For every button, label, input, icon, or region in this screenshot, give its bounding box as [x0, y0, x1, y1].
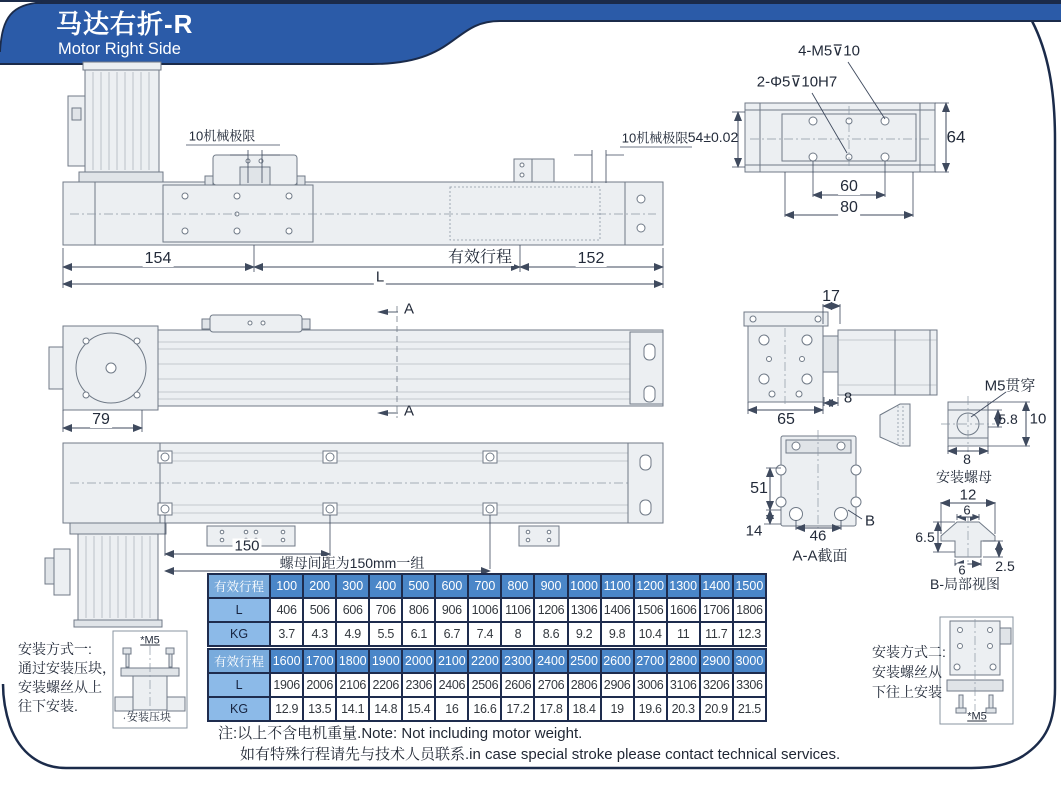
spec-value-cell: 1006 — [468, 598, 501, 622]
note-special-stroke: 如有特殊行程请先与技术人员联系.in case special stroke please contact technical services. — [240, 746, 841, 763]
spec-value-cell: 6.7 — [435, 622, 468, 646]
spec-value-cell: 4.3 — [303, 622, 336, 646]
page-subtitle: Motor Right Side — [58, 40, 181, 58]
spec-value-cell: 10.4 — [634, 622, 667, 646]
note-motor-weight: 注:以上不含电机重量.Note: Not including motor weight. — [218, 725, 583, 742]
spec-value-cell: 17.2 — [501, 697, 534, 721]
dim-6-bottom: 6 — [958, 562, 966, 578]
mount1-block-label: 安装压块 — [127, 711, 171, 724]
spec-value-cell: 1306 — [568, 598, 601, 622]
callout-4-m5: 4-M5⊽10 — [798, 42, 860, 60]
nut-spacing-note: 螺母间距为150mm一组 — [279, 555, 425, 571]
spec-value-cell: 1606 — [667, 598, 700, 622]
stroke-header-cell: 2100 — [435, 649, 468, 673]
spec-value-cell: 11.7 — [700, 622, 733, 646]
spec-value-cell: 606 — [336, 598, 369, 622]
stroke-header-cell: 600 — [435, 574, 468, 598]
stroke-header-cell: 300 — [336, 574, 369, 598]
dim-6-5: 6.5 — [915, 529, 935, 545]
dim-46: 46 — [809, 527, 827, 545]
stroke-header-cell: 有效行程 — [208, 649, 270, 673]
spec-value-cell: 8 — [501, 622, 534, 646]
dim-effective-stroke: 有效行程 — [447, 249, 513, 266]
spec-value-cell: 1906 — [270, 673, 303, 697]
dim-65: 65 — [777, 411, 795, 428]
dim-54: 54±0.02 — [687, 129, 739, 145]
stroke-header-cell: 1300 — [667, 574, 700, 598]
dim-17: 17 — [822, 288, 840, 305]
spec-value-cell: 7.4 — [468, 622, 501, 646]
spec-value-cell: 11 — [667, 622, 700, 646]
spec-value-cell: 2406 — [435, 673, 468, 697]
spec-value-cell: 6.1 — [402, 622, 435, 646]
dim-154: 154 — [144, 250, 172, 267]
dim-8-nut: 8 — [963, 451, 971, 467]
spec-value-cell: 4.9 — [336, 622, 369, 646]
spec-value-cell: 506 — [303, 598, 336, 622]
spec-value-cell: 9.2 — [568, 622, 601, 646]
mount1-line-3: 安装螺丝从上 — [18, 679, 102, 695]
dim-150: 150 — [234, 537, 260, 555]
dim-L: L — [375, 268, 385, 286]
mounting-nut-caption: 安装螺母 — [936, 469, 992, 485]
spec-value-cell: L — [208, 673, 270, 697]
b-detail-caption: B-局部视图 — [930, 576, 1000, 592]
stroke-header-cell: 2000 — [402, 649, 435, 673]
spec-value-cell: 8.6 — [534, 622, 567, 646]
mount1-line-2: 通过安装压块， — [18, 660, 116, 676]
spec-value-cell: 906 — [435, 598, 468, 622]
spec-value-cell: 19.6 — [634, 697, 667, 721]
stroke-header-cell: 3000 — [733, 649, 766, 673]
spec-value-cell: 12.9 — [270, 697, 303, 721]
stroke-header-cell: 800 — [501, 574, 534, 598]
dim-79: 79 — [92, 411, 110, 428]
stroke-header-cell: 900 — [534, 574, 567, 598]
mech-limit-right-label: 10机械极限 — [621, 130, 689, 146]
mount1-line-4: 往下安装. — [18, 698, 78, 714]
stroke-header-cell: 2700 — [634, 649, 667, 673]
spec-value-cell: 14.8 — [369, 697, 402, 721]
spec-value-cell: 12.3 — [733, 622, 766, 646]
spec-value-cell: 2006 — [303, 673, 336, 697]
spec-value-cell: 3006 — [634, 673, 667, 697]
stroke-spec-table-2 — [207, 648, 767, 722]
mount2-line-2: 安装螺丝从 — [872, 664, 942, 680]
spec-value-cell: 2506 — [468, 673, 501, 697]
spec-value-cell: 19 — [601, 697, 634, 721]
stroke-header-cell: 500 — [402, 574, 435, 598]
stroke-header-cell: 1000 — [568, 574, 601, 598]
dim-10: 10 — [1029, 410, 1047, 428]
spec-value-cell: 13.5 — [303, 697, 336, 721]
mount-method-2-diagram — [940, 617, 1013, 724]
spec-value-cell: 3.7 — [270, 622, 303, 646]
spec-value-cell: 20.9 — [700, 697, 733, 721]
stroke-header-cell: 2200 — [468, 649, 501, 673]
spec-value-cell: 5.5 — [369, 622, 402, 646]
stroke-header-cell: 700 — [468, 574, 501, 598]
stroke-header-cell: 2900 — [700, 649, 733, 673]
spec-value-cell: 3306 — [733, 673, 766, 697]
stroke-header-cell: 1400 — [700, 574, 733, 598]
spec-value-cell: KG — [208, 697, 270, 721]
dim-2-5: 2.5 — [995, 558, 1015, 574]
spec-value-cell: L — [208, 598, 270, 622]
spec-value-cell: 9.8 — [601, 622, 634, 646]
spec-value-cell: 16 — [435, 697, 468, 721]
stroke-header-cell: 2300 — [501, 649, 534, 673]
stroke-header-cell: 1800 — [336, 649, 369, 673]
spec-value-cell: 2706 — [534, 673, 567, 697]
dim-5-8: 5.8 — [998, 411, 1018, 427]
aa-section-drawing — [764, 430, 862, 532]
spec-value-cell: 15.4 — [402, 697, 435, 721]
stroke-header-cell: 1200 — [634, 574, 667, 598]
dim-80: 80 — [840, 199, 858, 216]
spec-value-cell: 1806 — [733, 598, 766, 622]
spec-value-cell: 806 — [402, 598, 435, 622]
mount2-line-1: 安装方式二: — [872, 644, 946, 660]
dim-51: 51 — [750, 480, 768, 497]
dim-152: 152 — [577, 250, 605, 267]
spec-value-cell: 3206 — [700, 673, 733, 697]
spec-value-cell: 1706 — [700, 598, 733, 622]
stroke-header-cell: 有效行程 — [208, 574, 270, 598]
mount2-m5-label: *M5 — [967, 710, 987, 723]
stroke-header-cell: 2800 — [667, 649, 700, 673]
stroke-header-cell: 1700 — [303, 649, 336, 673]
spec-value-cell: 2206 — [369, 673, 402, 697]
stroke-header-cell: 2400 — [534, 649, 567, 673]
spec-value-cell: 14.1 — [336, 697, 369, 721]
spec-value-cell: 16.6 — [468, 697, 501, 721]
aa-section-caption: A-A截面 — [792, 547, 848, 565]
spec-value-cell: 18.4 — [568, 697, 601, 721]
dim-14: 14 — [745, 522, 763, 540]
spec-value-cell: 706 — [369, 598, 402, 622]
spec-value-cell: 1506 — [634, 598, 667, 622]
dim-64: 64 — [946, 127, 966, 147]
mount2-line-3: 下往上安装 — [872, 684, 942, 700]
spec-value-cell: 17.8 — [534, 697, 567, 721]
spec-value-cell: 1406 — [601, 598, 634, 622]
spec-value-cell: 2606 — [501, 673, 534, 697]
stroke-header-cell: 1100 — [601, 574, 634, 598]
dim-8-connector: 8 — [843, 389, 853, 407]
dim-12: 12 — [959, 486, 977, 504]
stroke-spec-table-1 — [207, 573, 767, 647]
stroke-header-cell: 100 — [270, 574, 303, 598]
side-view-drawing — [49, 306, 663, 432]
dim-6-top: 6 — [963, 502, 971, 518]
b-detail-pointer-label: B — [864, 512, 876, 530]
spec-value-cell: 2806 — [568, 673, 601, 697]
m5-through-label: M5贯穿 — [984, 377, 1036, 395]
spec-value-cell: 1106 — [501, 598, 534, 622]
stroke-header-cell: 1900 — [369, 649, 402, 673]
spec-value-cell: 1206 — [534, 598, 567, 622]
page-title: 马达右折-R — [56, 9, 194, 39]
stroke-header-cell: 1500 — [733, 574, 766, 598]
dim-60: 60 — [840, 178, 858, 195]
spec-value-cell: 21.5 — [733, 697, 766, 721]
spec-value-cell: 2906 — [601, 673, 634, 697]
stroke-header-cell: 2600 — [601, 649, 634, 673]
stroke-header-cell: 400 — [369, 574, 402, 598]
mech-limit-left-label: 10机械极限 — [188, 128, 256, 144]
callout-2-phi5: 2-Φ5⊽10H7 — [756, 73, 838, 91]
mount1-line-1: 安装方式一: — [18, 641, 92, 657]
spec-value-cell: 2106 — [336, 673, 369, 697]
section-a-label-bottom: A — [403, 402, 415, 420]
spec-value-cell: KG — [208, 622, 270, 646]
spec-value-cell: 3106 — [667, 673, 700, 697]
spec-value-cell: 2306 — [402, 673, 435, 697]
end-view-drawing — [744, 304, 937, 414]
stroke-header-cell: 1600 — [270, 649, 303, 673]
stroke-header-cell: 200 — [303, 574, 336, 598]
spec-value-cell: 20.3 — [667, 697, 700, 721]
section-a-label-top: A — [403, 300, 415, 318]
spec-value-cell: 406 — [270, 598, 303, 622]
mount1-m5-label: *M5 — [140, 634, 160, 647]
stroke-header-cell: 2500 — [568, 649, 601, 673]
